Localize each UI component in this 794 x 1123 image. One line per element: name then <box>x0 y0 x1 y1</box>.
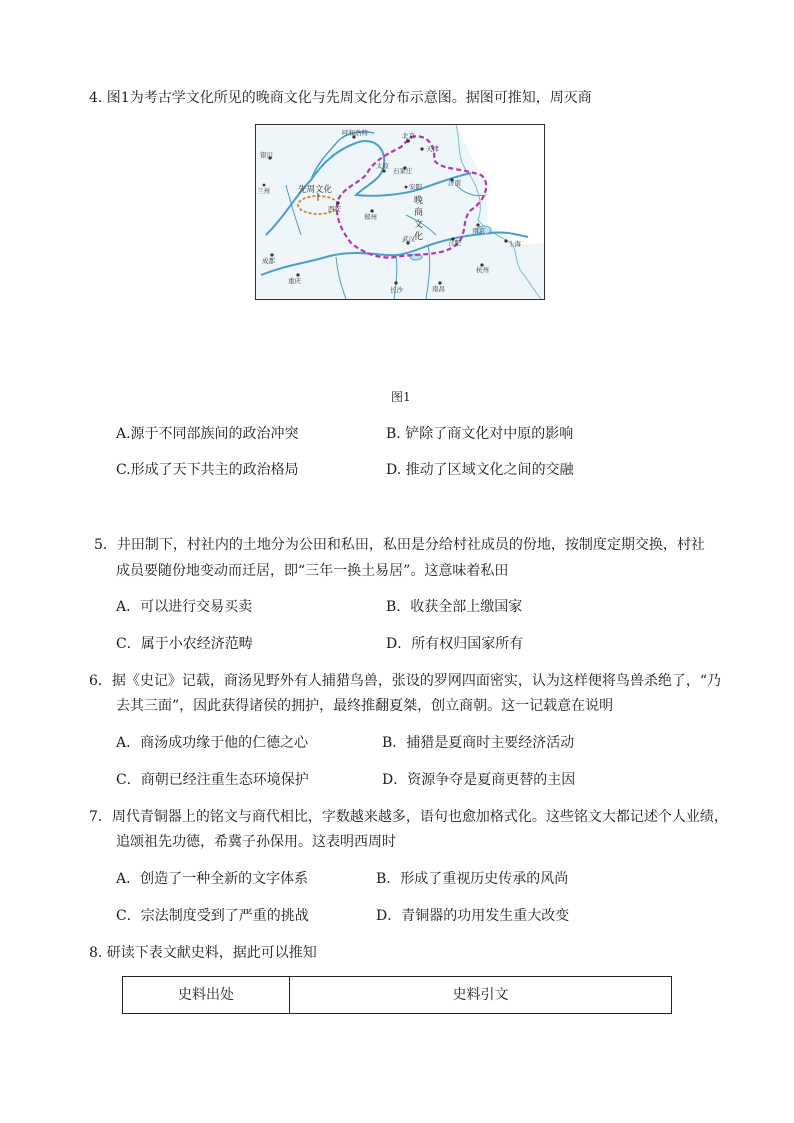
label-wanshang-3: 文 <box>414 220 424 230</box>
q5-stem-line2: 成员要随份地变动而迁居，即“三年一换土易居”。这意味着私田 <box>116 563 509 579</box>
table-header-source: 史料出处 <box>123 977 290 1014</box>
city-label-hangzhou: 杭州 <box>476 266 489 274</box>
city-label-huhehaote: 呼和浩特 <box>342 129 368 137</box>
q6-option-a: A．商汤成功缘于他的仁德之心 <box>116 735 309 751</box>
q5-option-d: D．所有权归国家所有 <box>386 636 524 652</box>
city-label-changsha: 长沙 <box>390 286 403 294</box>
city-label-beijing: 北京 <box>402 132 415 140</box>
city-label-wuhan: 武汉 <box>402 235 415 243</box>
city-label-nanchang: 南昌 <box>432 285 445 293</box>
q6-stem-line1: 6．据《史记》记载，商汤见野外有人捕猎鸟兽，张设的罗网四面密实，认为这样便将鸟兽杀绝了，“乃 <box>89 673 722 689</box>
q7-option-b: B．形成了重视历史传承的风尚 <box>376 871 569 887</box>
city-label-shanghai: 上海 <box>508 240 521 248</box>
table-header-row <box>123 977 672 1014</box>
q5-stem-line1: 5．井田制下，村社内的土地分为公田和私田，私田是分给村社成员的份地，按制度定期交换，村社 <box>94 537 705 553</box>
city-label-hefei: 合肥 <box>448 239 461 247</box>
q6-stem-line2: 去其三面”，因此获得诸侯的拥护，最终推翻夏桀，创立商朝。这一记载意在说明 <box>116 698 614 714</box>
label-wanshang-1: 晚 <box>414 196 424 206</box>
label-wanshang-4: 化 <box>414 232 424 242</box>
q4-stem: 4. 图1为考古学文化所见的晚商文化与先周文化分布示意图。据图可推知，周灭商 <box>89 90 592 106</box>
q4-option-b: B. 铲除了商文化对中原的影响 <box>386 426 574 442</box>
city-label-jinan: 济南 <box>448 179 461 187</box>
city-label-xian: 西安 <box>328 205 341 213</box>
q5-option-a: A．可以进行交易买卖 <box>116 599 253 615</box>
city-label-zhengzhou: 郑州 <box>364 213 377 221</box>
q6-option-b: B．捕猎是夏商时主要经济活动 <box>382 735 575 751</box>
label-wanshang-2: 商 <box>414 208 424 218</box>
q4-option-d: D. 推动了区域文化之间的交融 <box>386 462 574 478</box>
q7-stem-line1: 7．周代青铜器上的铭文与商代相比，字数越来越多，语句也愈加格式化。这些铭文大都记述个人业绩， <box>89 809 728 825</box>
q7-option-c: C．宗法制度受到了严重的挑战 <box>116 908 309 924</box>
q5-option-c: C．属于小农经济范畴 <box>116 636 253 652</box>
q7-stem-line2: 追颂祖先功德，希冀子孙保用。这表明西周时 <box>116 834 396 850</box>
city-label-shijiazhuang: 石家庄 <box>393 167 413 175</box>
city-label-anyang: 安阳 <box>409 183 422 191</box>
city-label-chengdu: 成都 <box>262 257 275 265</box>
label-xianzhou-culture: 先周文化 <box>298 185 333 195</box>
q4-option-c: C.形成了天下共主的政治格局 <box>116 462 299 478</box>
q5-option-b: B．收获全部上缴国家 <box>386 599 523 615</box>
q4-option-a: A.源于不同部族间的政治冲突 <box>116 426 299 442</box>
city-label-lanzhou: 兰州 <box>257 187 270 195</box>
source-table <box>122 976 672 1014</box>
table-header-quotation: 史料引文 <box>290 977 672 1014</box>
city-label-nanjing: 南京 <box>472 227 485 235</box>
city-label-tianjin: 天津 <box>426 145 439 153</box>
q6-option-d: D．资源争夺是夏商更替的主因 <box>382 772 576 788</box>
figure-1-map <box>255 124 545 300</box>
q6-option-c: C．商朝已经注重生态环境保护 <box>116 772 309 788</box>
q8-stem: 8. 研读下表文献史料，据此可以推知 <box>89 945 317 961</box>
city-label-taiyuan: 太原 <box>376 162 389 170</box>
city-label-yinchuan: 银川 <box>260 151 273 159</box>
q7-option-d: D．青铜器的功用发生重大改变 <box>376 908 570 924</box>
figure-caption: 图1 <box>391 390 411 404</box>
city-label-chongqing: 重庆 <box>288 277 301 285</box>
q7-option-a: A．创造了一种全新的文字体系 <box>116 871 309 887</box>
